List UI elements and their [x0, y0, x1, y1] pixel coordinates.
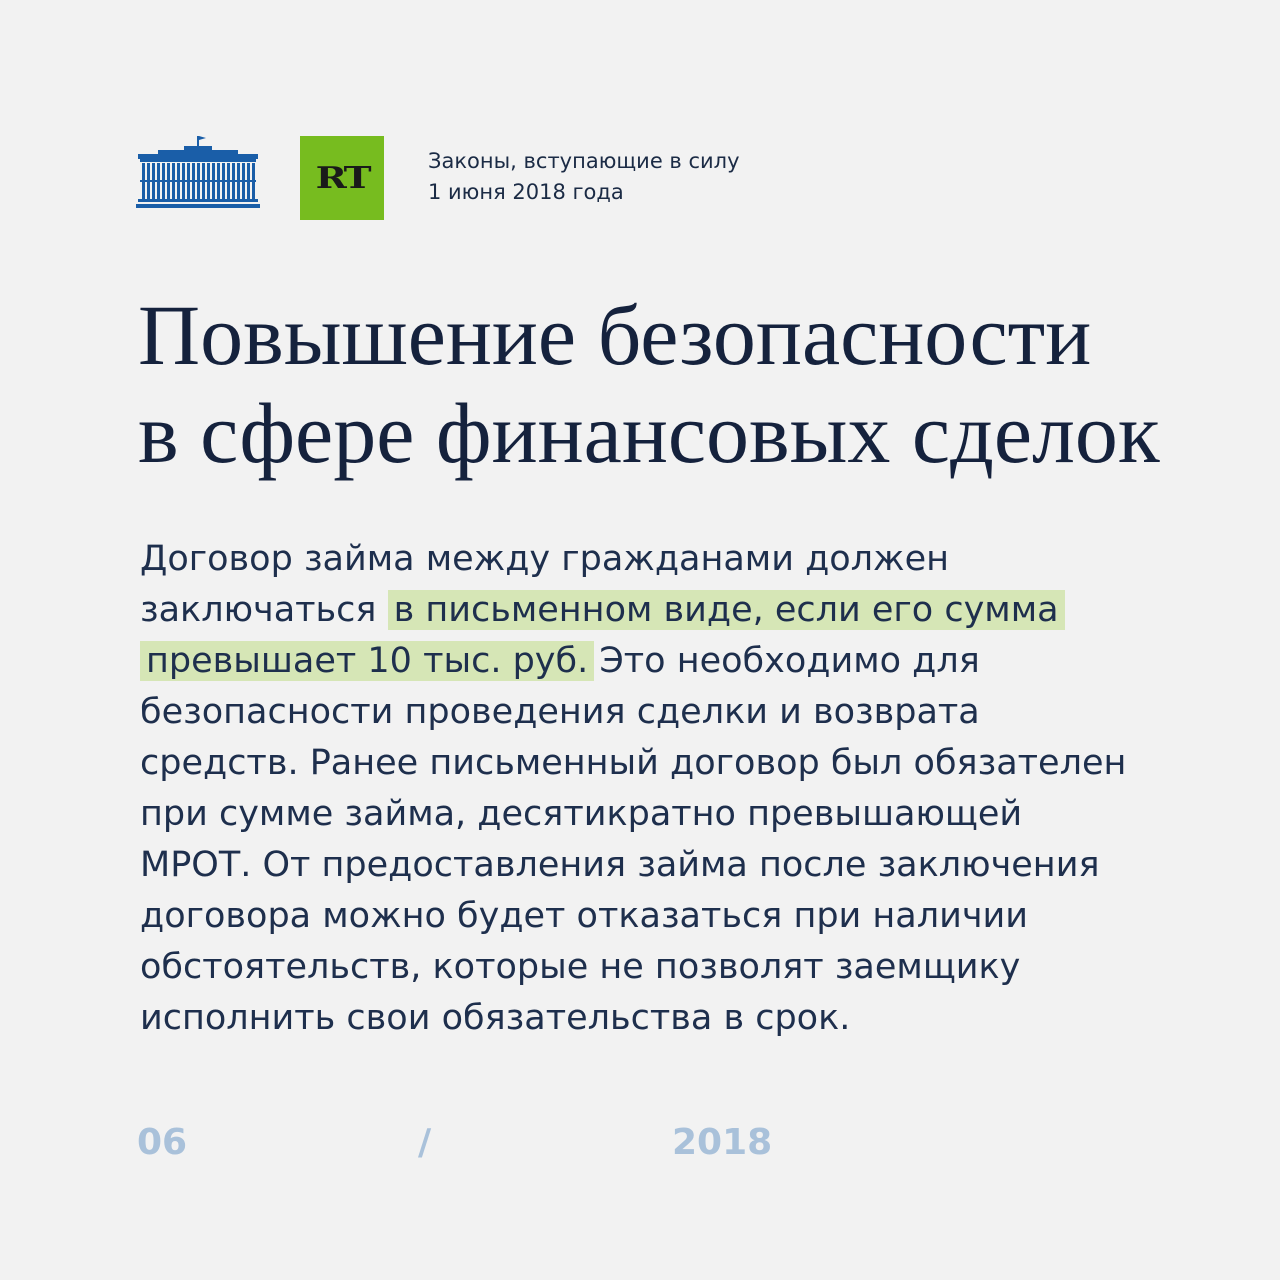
body-line: обстоятельств, которые не позволят заемщику	[140, 947, 1021, 987]
body-line: Договор займа между гражданами должен	[140, 539, 949, 579]
body-line: безопасности проведения сделки и возврата	[140, 692, 980, 732]
footer-month: 06	[137, 1122, 188, 1163]
page-title-line1: Повышение безопасности	[138, 287, 1092, 383]
body-line: средств. Ранее письменный договор был обязателен	[140, 743, 1127, 783]
highlighted-text: превышает 10 тыс. руб.	[140, 641, 594, 681]
state-duma-logo	[136, 136, 260, 212]
body-line	[140, 636, 1260, 687]
page-title-line2: в сфере финансовых сделок	[138, 385, 1160, 481]
rt-logo	[300, 136, 384, 220]
body-paragraph	[140, 534, 1260, 1044]
highlighted-text: в письменном виде, если его сумма	[388, 590, 1065, 630]
page-title	[138, 286, 1268, 482]
body-line: МРОТ. От предоставления займа после заключения	[140, 845, 1100, 885]
footer-year: 2018	[672, 1122, 773, 1163]
body-line: исполнить свои обязательства в срок.	[140, 998, 851, 1038]
header-caption-line1: Законы, вступающие в силу	[428, 149, 740, 173]
rt-logo-text: RT	[315, 160, 369, 196]
body-text-plain: Это необходимо для	[588, 641, 980, 681]
body-line: договора можно будет отказаться при наличии	[140, 896, 1029, 936]
header-caption	[428, 146, 740, 208]
footer-separator: /	[418, 1122, 432, 1163]
header-caption-line2: 1 июня 2018 года	[428, 180, 624, 204]
body-line: при сумме займа, десятикратно превышающей	[140, 794, 1023, 834]
body-line	[140, 585, 1260, 636]
body-text-plain: заключаться	[140, 590, 388, 630]
